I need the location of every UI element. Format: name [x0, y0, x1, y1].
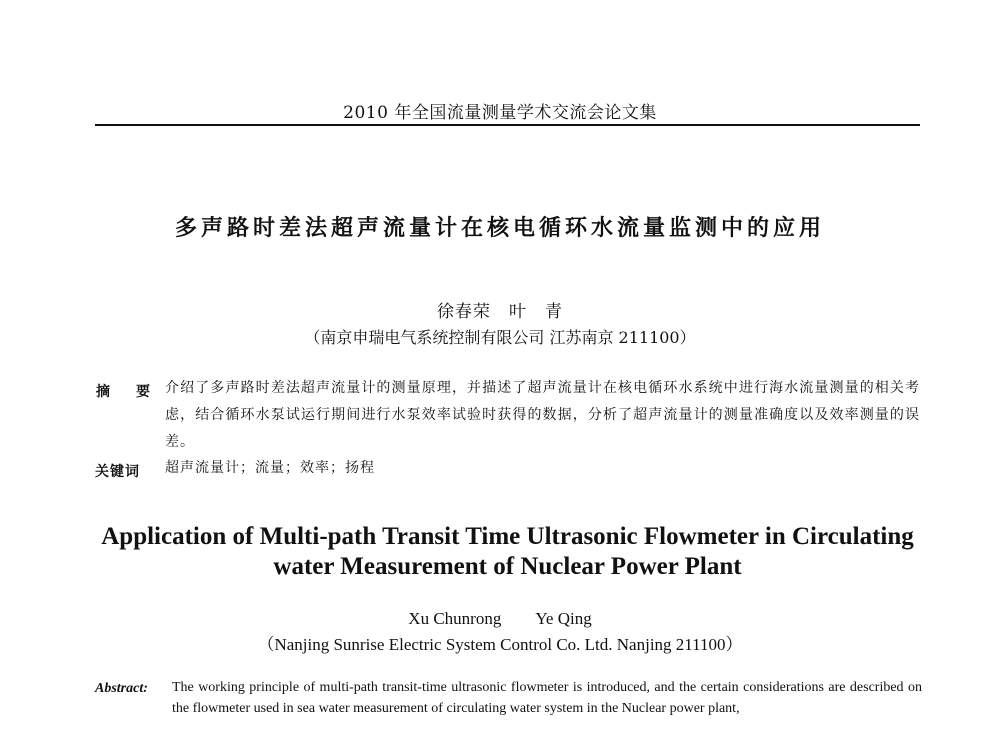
running-header: 2010 年全国流量测量学术交流会论文集	[343, 103, 657, 123]
header-rule	[95, 124, 920, 126]
chinese-abstract-label: 摘 要	[96, 384, 156, 400]
english-title: Application of Multi-path Transit Time Ultrasonic Flowmeter in Circulating water Measurement of Nuclear Power Plant	[101, 523, 914, 580]
chinese-keywords: 超声流量计；流量；效率；扬程	[165, 460, 375, 476]
english-abstract-label: Abstract:	[95, 681, 148, 696]
chinese-title: 多声路时差法超声流量计在核电循环水流量监测中的应用	[174, 215, 825, 241]
chinese-keywords-label: 关键词	[95, 464, 140, 480]
english-authors: Xu Chunrong Ye Qing	[408, 609, 592, 628]
chinese-abstract: 介绍了多声路时差法超声流量计的测量原理，并描述了超声流量计在核电循环水系统中进行海水流量测量的相关考虑，结合循环水泵试运行期间进行水泵效率试验时获得的数据，分析了超声流量计的测量准确度以及效率测量的误差。	[165, 380, 920, 450]
english-abstract: The working principle of multi-path transit-time ultrasonic flowmeter is introduced, and the certain considerations are described on the flowmeter used in sea water measurement of circulating water system in the Nuclear power plant,	[172, 680, 922, 716]
english-affiliation: （Nanjing Sunrise Electric System Control Co. Ltd. Nanjing 211100）	[257, 635, 743, 654]
chinese-authors: 徐春荣 叶 青	[437, 302, 563, 322]
chinese-affiliation: （南京申瑞电气系统控制有限公司 江苏南京 211100）	[304, 328, 696, 347]
